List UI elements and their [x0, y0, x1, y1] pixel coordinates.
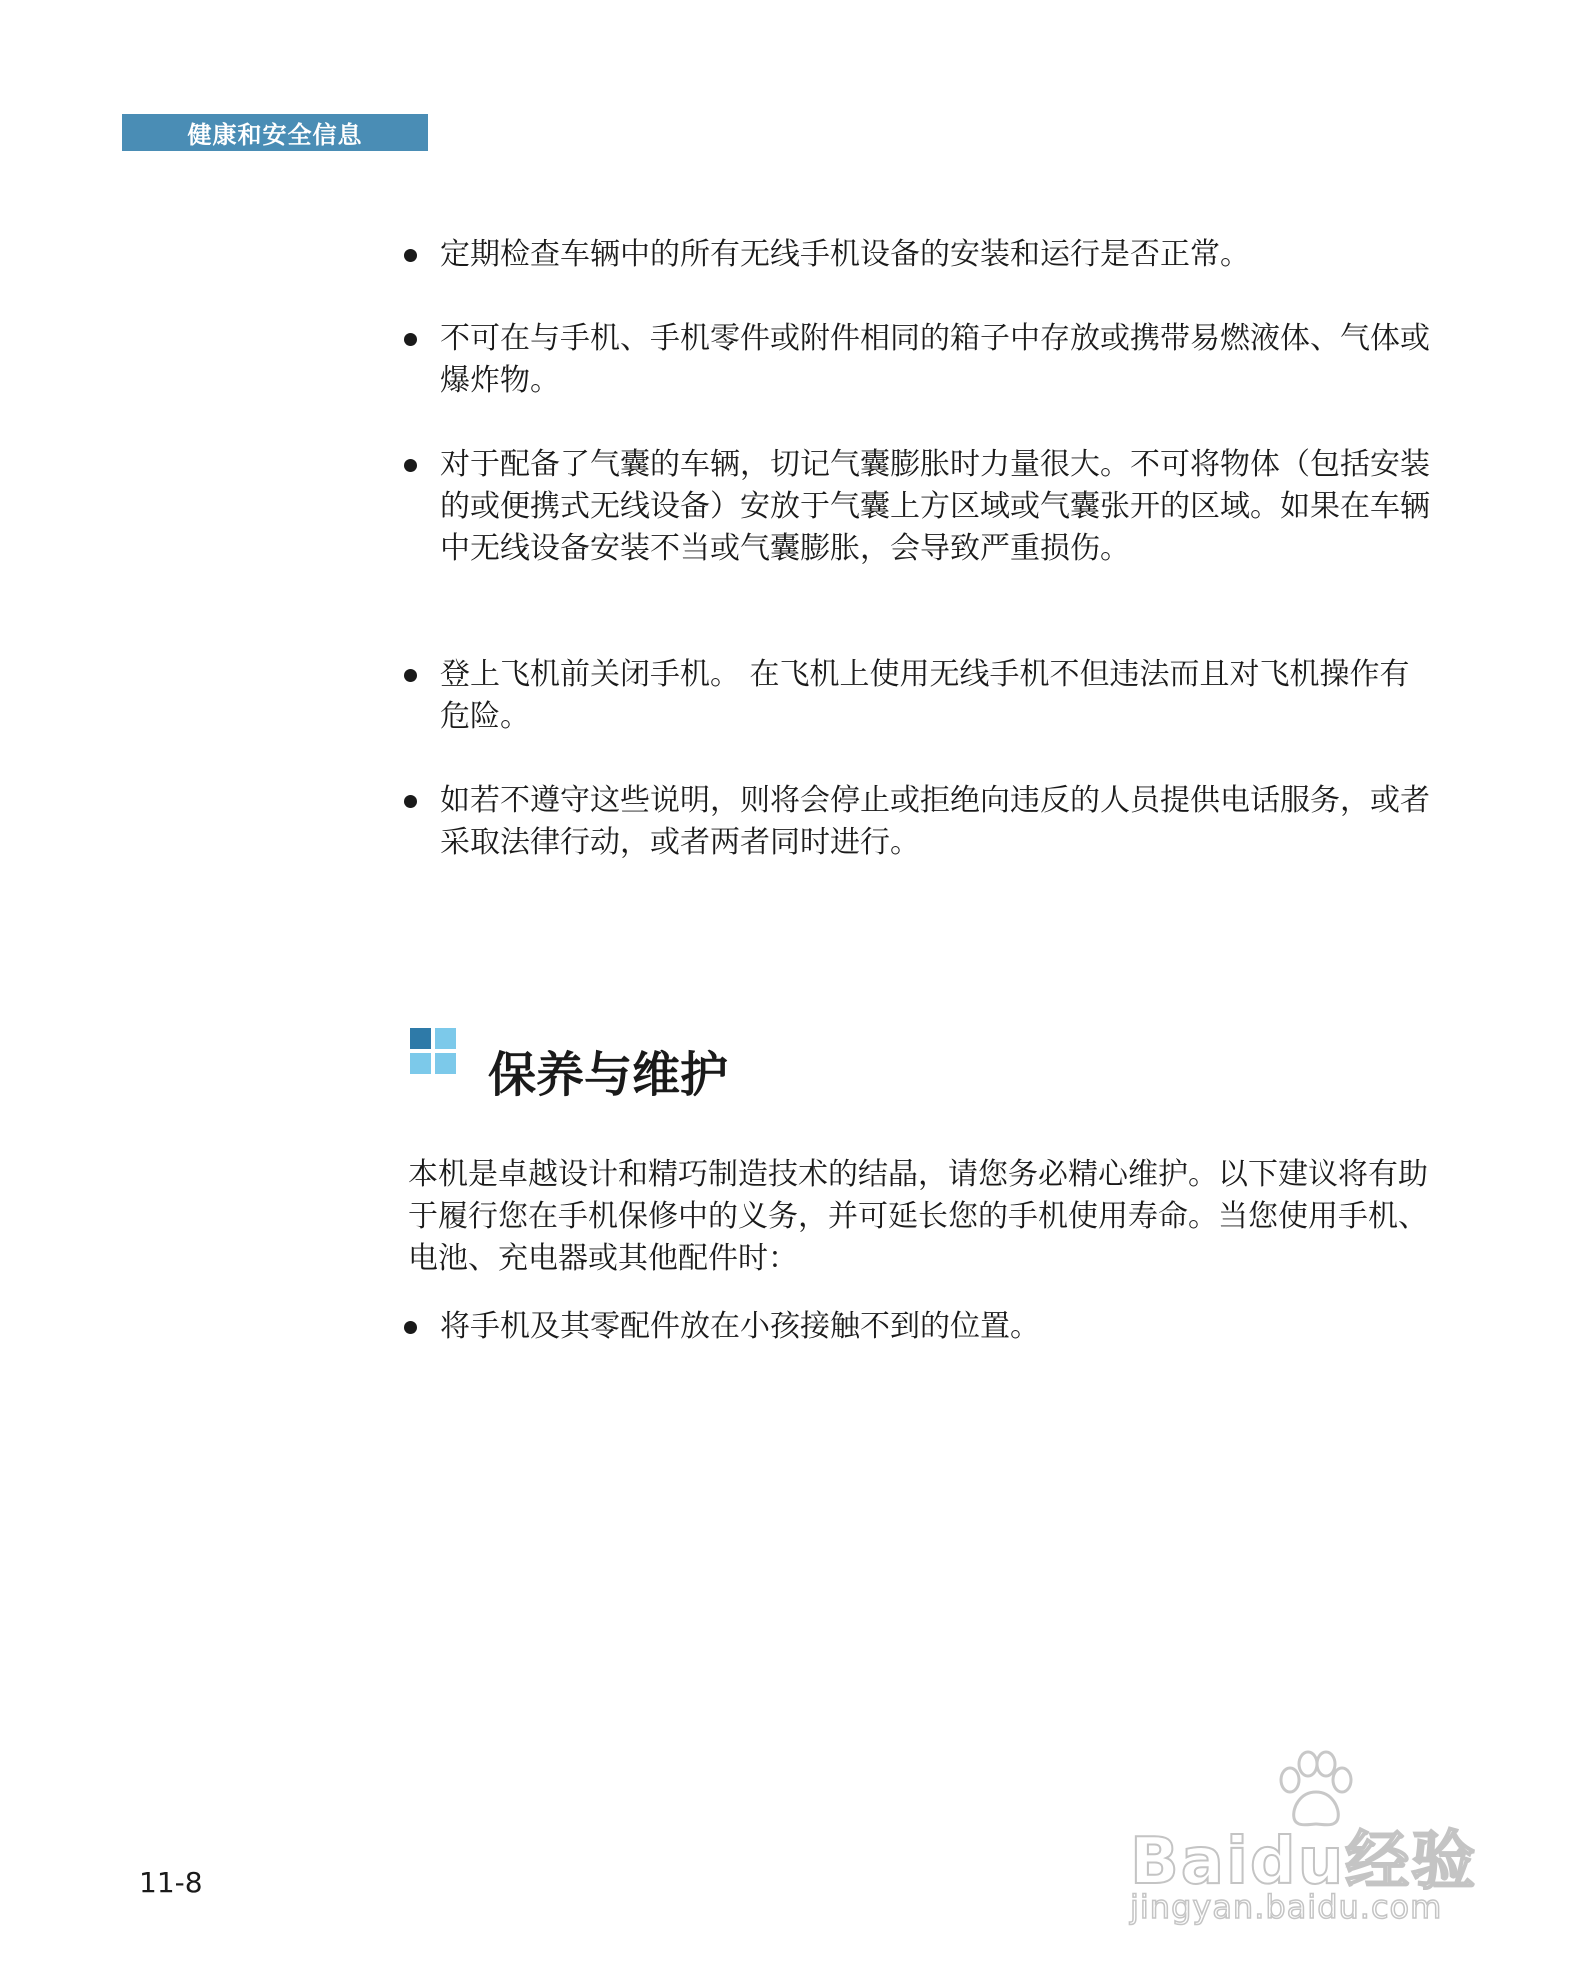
section-intro: 本机是卓越设计和精巧制造技术的结晶，请您务必精心维护。以下建议将有助于履行您在手机保修中的义务，并可延长您的手机使用寿命。当您使用手机、电池、充电器或其他配件时：	[408, 1157, 1428, 1276]
list-item	[440, 780, 1430, 864]
list-item	[440, 318, 1430, 402]
bullet-dot	[404, 249, 417, 262]
list-item	[440, 654, 1430, 738]
watermark-url: jingyan.baidu.com	[1130, 1888, 1443, 1926]
header-tab: 健康和安全信息	[122, 114, 428, 151]
bullet-dot	[404, 795, 417, 808]
bullet-dot	[404, 459, 417, 472]
bullet-dot	[404, 333, 417, 346]
list-item	[440, 1306, 1430, 1348]
baidu-watermark	[1130, 1750, 1510, 1930]
list-item-text: 将手机及其零配件放在小孩接触不到的位置。	[440, 1309, 1040, 1344]
bullet-dot	[404, 669, 417, 682]
list-item-text: 对于配备了气囊的车辆，切记气囊膨胀时力量很大。不可将物体（包括安装的或便携式无线设备）安放于气囊上方区域或气囊张开的区域。如果在车辆中无线设备安装不当或气囊膨胀，会导致严重损伤。	[440, 447, 1430, 566]
page-number: 11-8	[139, 1866, 203, 1899]
list-item	[440, 444, 1430, 570]
list-item	[440, 234, 1430, 276]
list-item-text: 不可在与手机、手机零件或附件相同的箱子中存放或携带易燃液体、气体或爆炸物。	[440, 321, 1430, 398]
section-title: 保养与维护	[488, 1047, 729, 1103]
list-item-text: 如若不遵守这些说明，则将会停止或拒绝向违反的人员提供电话服务，或者采取法律行动，或者两者同时进行。	[440, 783, 1430, 860]
watermark-brand: Baidu经验	[1130, 1825, 1478, 1899]
section-squares-icon	[410, 1028, 456, 1074]
list-item-text: 定期检查车辆中的所有无线手机设备的安装和运行是否正常。	[440, 237, 1250, 272]
bullet-dot	[404, 1321, 417, 1334]
list-item-text: 登上飞机前关闭手机。 在飞机上使用无线手机不但违法而且对飞机操作有危险。	[440, 657, 1410, 734]
